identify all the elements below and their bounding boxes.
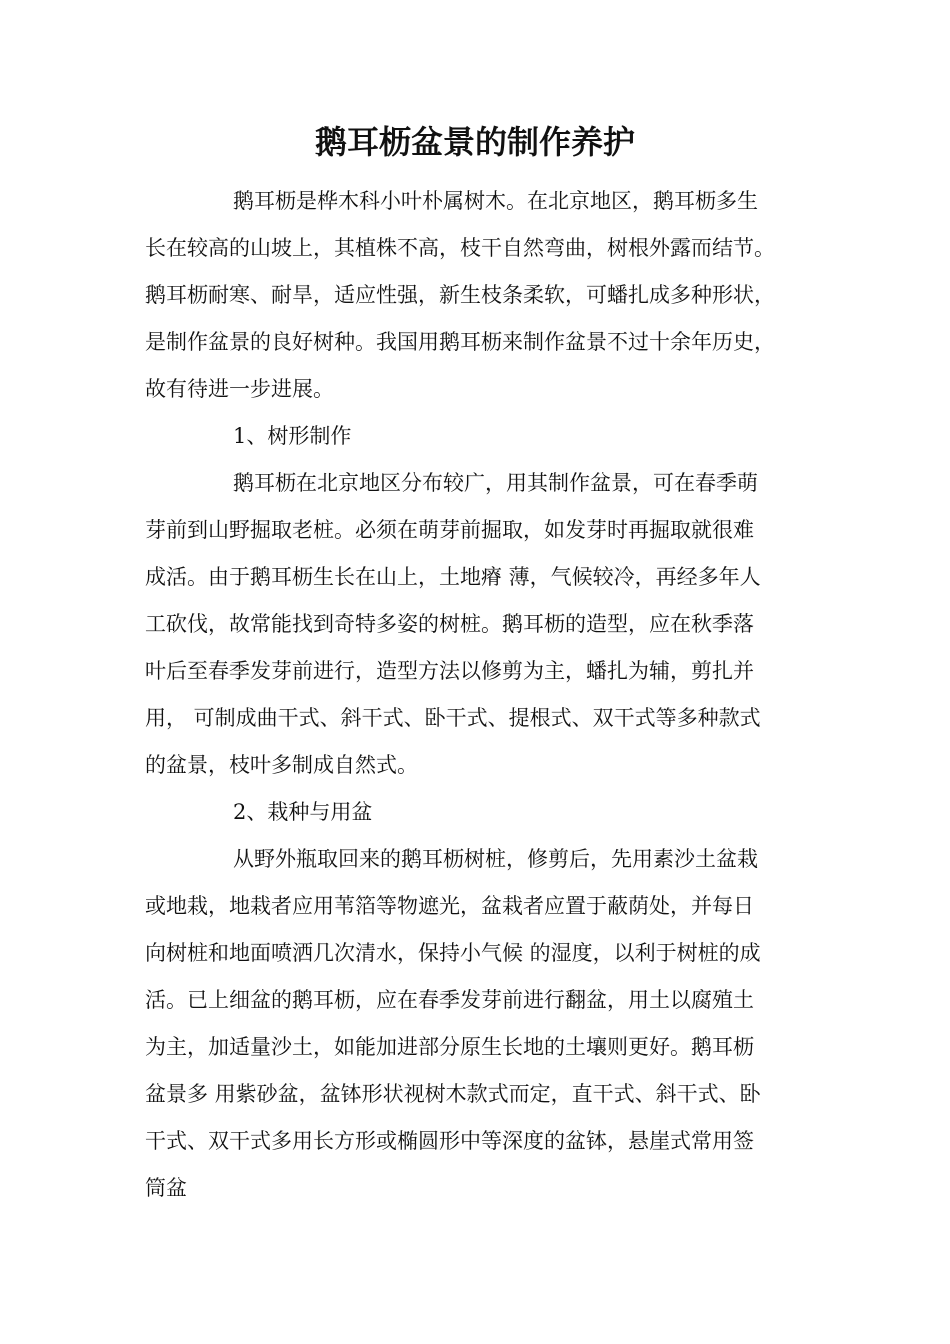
paragraph-line: 长在较高的山坡上，其植株不高，枝干自然弯曲，树根外露而结节。 xyxy=(145,236,775,260)
paragraph-line: 芽前到山野掘取老桩。必须在萌芽前掘取，如发芽时再掘取就很难 xyxy=(145,518,754,542)
paragraph-line: 叶后至春季发芽前进行，造型方法以修剪为主，蟠扎为辅，剪扎并 xyxy=(145,659,754,683)
section-heading: 2、栽种与用盆 xyxy=(233,800,373,824)
paragraph-line: 为主，加适量沙土，如能加进部分原生长地的土壤则更好。鹅耳枥 xyxy=(145,1035,754,1059)
paragraph-line: 鹅耳枥在北京地区分布较广，用其制作盆景，可在春季萌 xyxy=(233,471,758,495)
document-title: 鹅耳枥盆景的制作养护 xyxy=(314,123,635,161)
paragraph-line: 活。已上细盆的鹅耳枥，应在春季发芽前进行翻盆，用土以腐殖土 xyxy=(145,988,754,1012)
paragraph-line: 从野外瓶取回来的鹅耳枥树桩，修剪后，先用素沙土盆栽 xyxy=(233,847,758,871)
paragraph-line: 向树桩和地面喷洒几次清水，保持小气候 的湿度，以利于树桩的成 xyxy=(145,941,761,965)
paragraph-line: 或地栽，地栽者应用苇箔等物遮光，盆栽者应置于蔽荫处，并每日 xyxy=(145,894,754,918)
section-heading: 1、树形制作 xyxy=(233,424,352,448)
paragraph-line: 盆景多 用紫砂盆，盆钵形状视树木款式而定，直干式、斜干式、卧 xyxy=(145,1082,761,1106)
paragraph-line: 鹅耳枥是桦木科小叶朴属树木。在北京地区，鹅耳枥多生 xyxy=(233,189,758,213)
paragraph-line: 鹅耳枥耐寒、耐旱，适应性强，新生枝条柔软，可蟠扎成多种形状， xyxy=(145,283,775,307)
paragraph-line: 是制作盆景的良好树种。我国用鹅耳枥来制作盆景不过十余年历史， xyxy=(145,330,775,354)
paragraph-line: 成活。由于鹅耳枥生长在山上，土地瘠 薄，气候较冷，再经多年人 xyxy=(145,565,761,589)
paragraph-line: 的盆景，枝叶多制成自然式。 xyxy=(145,753,418,777)
paragraph-line: 筒盆 xyxy=(145,1176,187,1200)
paragraph-line: 干式、双干式多用长方形或椭圆形中等深度的盆钵，悬崖式常用签 xyxy=(145,1129,754,1153)
paragraph-line: 用， 可制成曲干式、斜干式、卧干式、提根式、双干式等多种款式 xyxy=(145,706,761,730)
paragraph-line: 工砍伐，故常能找到奇特多姿的树桩。鹅耳枥的造型，应在秋季落 xyxy=(145,612,754,636)
paragraph-line: 故有待进一步进展。 xyxy=(145,377,334,401)
